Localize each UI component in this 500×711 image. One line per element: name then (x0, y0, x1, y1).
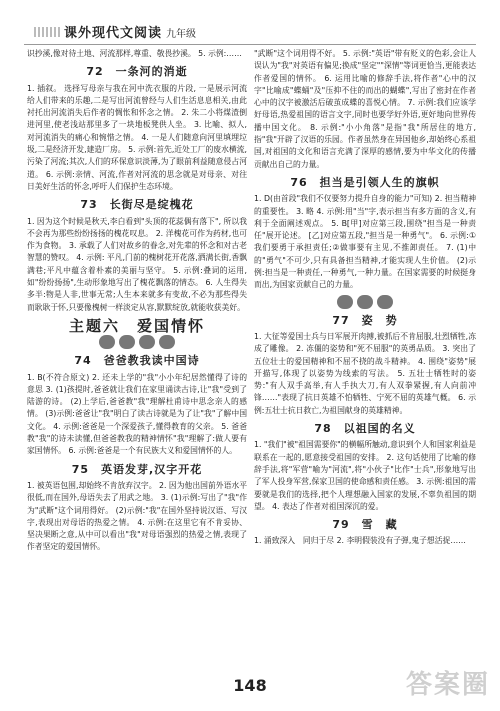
section-73-answers: 1. 因为这个时候是秋天,李白看到"头顶的花蕊偶有落下", 所以我不会再为那些纷纷扬扬的槐花叹息。 2. 洋槐花可作为药材,也可作为食物。 3. 承载了人们对故乡的眷念,对先辈的怀念和对古老智慧的赞叹。 4. 示例: 平凡,门前的槐树花开花落,洒满长街,香飘满巷;平凡中蕴含着朴素的美丽与坚守。 5. 示例:叠词的运用,如"纷纷扬扬",生动形象地写出了槐花飘落的情态。 6. 人生得失多半:物是人非,世事无常;人生本来就多有变故,不必为那些得失而耿耿于怀,只要像槐树一样淡定从容,默默绽放,就能收获美好。 (27, 216, 247, 312)
section-79-title: 79 雪 藏 (332, 518, 398, 532)
decorative-dots (34, 27, 62, 37)
section-77-answers: 1. 大征等爱国士兵与日军展开肉搏,被抓后不肯屈服,壮烈牺牲,冻成了雕像。 2. 冻僵的姿势和"死不屈服"的英勇品质。 3. 突出了五位壮士的爱国精神和不屈不挠的战斗精神。 4. 围绕"姿势"展开描写,体现了以姿势为线索的写法。 5. 五壮士牺牲时的姿势:"有人双手高举,有人手执大刀,有人双拳紧握,有人向前冲锋……"表现了抗日英雄不怕牺牲、宁死不屈的英雄气概。 6. 示例:五壮士抗日救亡,为祖国献身的英雄精神。 (254, 331, 476, 415)
section-78-title: 78 以祖国的名义 (314, 422, 416, 436)
section-77-title: 77 姿 势 (332, 313, 398, 327)
section-72-title: 72 一条河的消逝 (86, 65, 188, 79)
section-75-answers: 1. 被英语包围,却始终不肯放弃汉字。 2. 因为他出国前外语水平很低,而在国外,母语失去了用武之地。 3. (1)示例:写出了"我"作为"武断"这个词用得好。 (2)示例:"我"在国外坚持说汉语、写汉字,表现出对母语的热爱之情。 4. 示例:在这里它有不肯妥协、坚决果断之意,从中可以看出"我"对母语强烈的热爱之情,表现了作者坚定的爱国情怀。 (27, 480, 247, 552)
grade-label: 九年级 (166, 29, 196, 40)
right-intro-text: "武断"这个词用得不好。 5. 示例:"英语"带有贬义的色彩,会让人误认为"我"对英语有偏见;换成"坚定""深情"等词更恰当,更能表达作者爱国的情怀。 6. 运用比喻的修辞手法,将作者"心中的汉字"比喻成"蝶蛹"及"压抑不住的而出的蝴蝶",写出了密封在作者心中的汉字被激活后破茧成蝶的喜悦心情。 7. 示例:我们应该学好母语,热爱祖国的语言文字,同时也要学好外语,更好地向世界传播中国文化。 8. 示例:"小小角落"是指"我"所居住的地方,指"我"开辟了汉语的乐园。作者虽然身在异国他乡,却始终心系祖国,对祖国的文化和语言充满了深厚的感情,要为中华文化的传播贡献出自己的力量。 (254, 49, 476, 169)
section-76-title: 76 担当是引领人生的旗帜 (290, 175, 440, 189)
section-72-answers: 1. 插叙。 选择写母亲与我在河中洗衣服的片段, 一是展示河流给人们带来的乐趣,二是写出河流曾经与人们生活息息相关,由此衬托出河流消失后作者的惆怅和怀念之情。 2. 朱二小将煤渣倒进河里,使老浅站那里多了一块地板凳供人坐。 3. 比喻、拟人,对河流消失的痛心和惋惜之情。 4. 一是人们随意向河里填埋垃圾,二是经济开发,建造厂房。 5. 示例:首先,近处工厂的废水横流,污染了河流;其次,人们的环保意识淡薄,为了眼前利益随意侵占河道。 6. 示例:亲情、河流,作者对河流的思念就是对母亲、对往日美好生活的怀念,呼吁人们保护生态环境。 (27, 83, 247, 191)
section-76-answers: 1. D(由首段"我们不仅要努力提升自身的能力"可知) 2. 担当精神的重要性。 3. 略 4. 示例:用"当"字,表示担当有多方面的含义,有利于全面阐述观点。 5. B[甲]对应第三段,围绕"担当是一种责任"展开论述。 [乙]对应第五段,"担当是一种勇气"。 6. 示例:①我们要勇于承担责任;②做事要有主见,不推卸责任。 7. (1)中的"勇气"不可少,只有具备担当精神,才能实现人生价值。 (2)示例:担当是一种责任,一种勇气,一种力量。在国家需要的时候挺身而出,为国家贡献自己的力量。 (254, 194, 476, 290)
left-column (27, 48, 247, 554)
header-rule (24, 44, 476, 45)
section-73-title: 73 长街尽是绽槐花 (80, 198, 194, 212)
section-74-title: 74 爸爸教我读中国诗 (74, 354, 200, 368)
section-74-answers: 1. B(不符合原文) 2. 还未上学的"我"小小年纪居然懂得了诗的意思 3. (1)孩提时,爸爸就让我们在家里诵读古诗,让"我"受到了陆游的诗。 (2)上学后,爸爸教"我"理解杜甫诗中思念亲人的感情。 (3)示例:爸爸让"我"明白了读古诗就是为了让"我"了解中国文化。 4. 示例:爸爸是一个深爱孩子,懂得教育的父亲。 5. 爸爸教"我"的诗未读懂,但爸爸教我的精神情怀"我"理解了:做人要有家国情怀。 6. 示例:爸爸是一个有民族大义和爱国情怀的人。 (27, 372, 247, 456)
section-75-title: 75 英语发芽,汉字开花 (71, 462, 203, 476)
left-intro-text: 识抄溪,像对待土地、河流那样,尊重、敬畏抄溪。 5. 示例:…… (27, 49, 242, 58)
section-79-answers: 1. 涌致深入 同归于尽 2. 李明假装没有子弹,鬼子想活捉…… (254, 536, 466, 546)
section-ornament (254, 295, 476, 309)
theme-ornament (27, 335, 247, 349)
right-column (254, 48, 476, 548)
watermark: 答案圈 (405, 670, 490, 700)
section-78-answers: 1. "我们"被"祖国需要你"的横幅所触动,意识到个人和国家利益是联系在一起的,愿意接受祖国的安排。 2. 这句话使用了比喻的修辞手法,将"军营"喻为"河流",将"小伙子"比作"士兵",形象地写出了军人投身军营,保家卫国的使命感和责任感。 3. 示例:祖国的需要就是我们的选择,把个人理想融入国家的发展,不辜负祖国的期望。 4. 表达了作者对祖国深沉的爱。 (254, 440, 476, 511)
page-number: 148 (233, 676, 267, 695)
book-title: 课外现代文阅读 (64, 26, 163, 41)
theme-title: 主题六 爱国情怀 (68, 316, 205, 335)
